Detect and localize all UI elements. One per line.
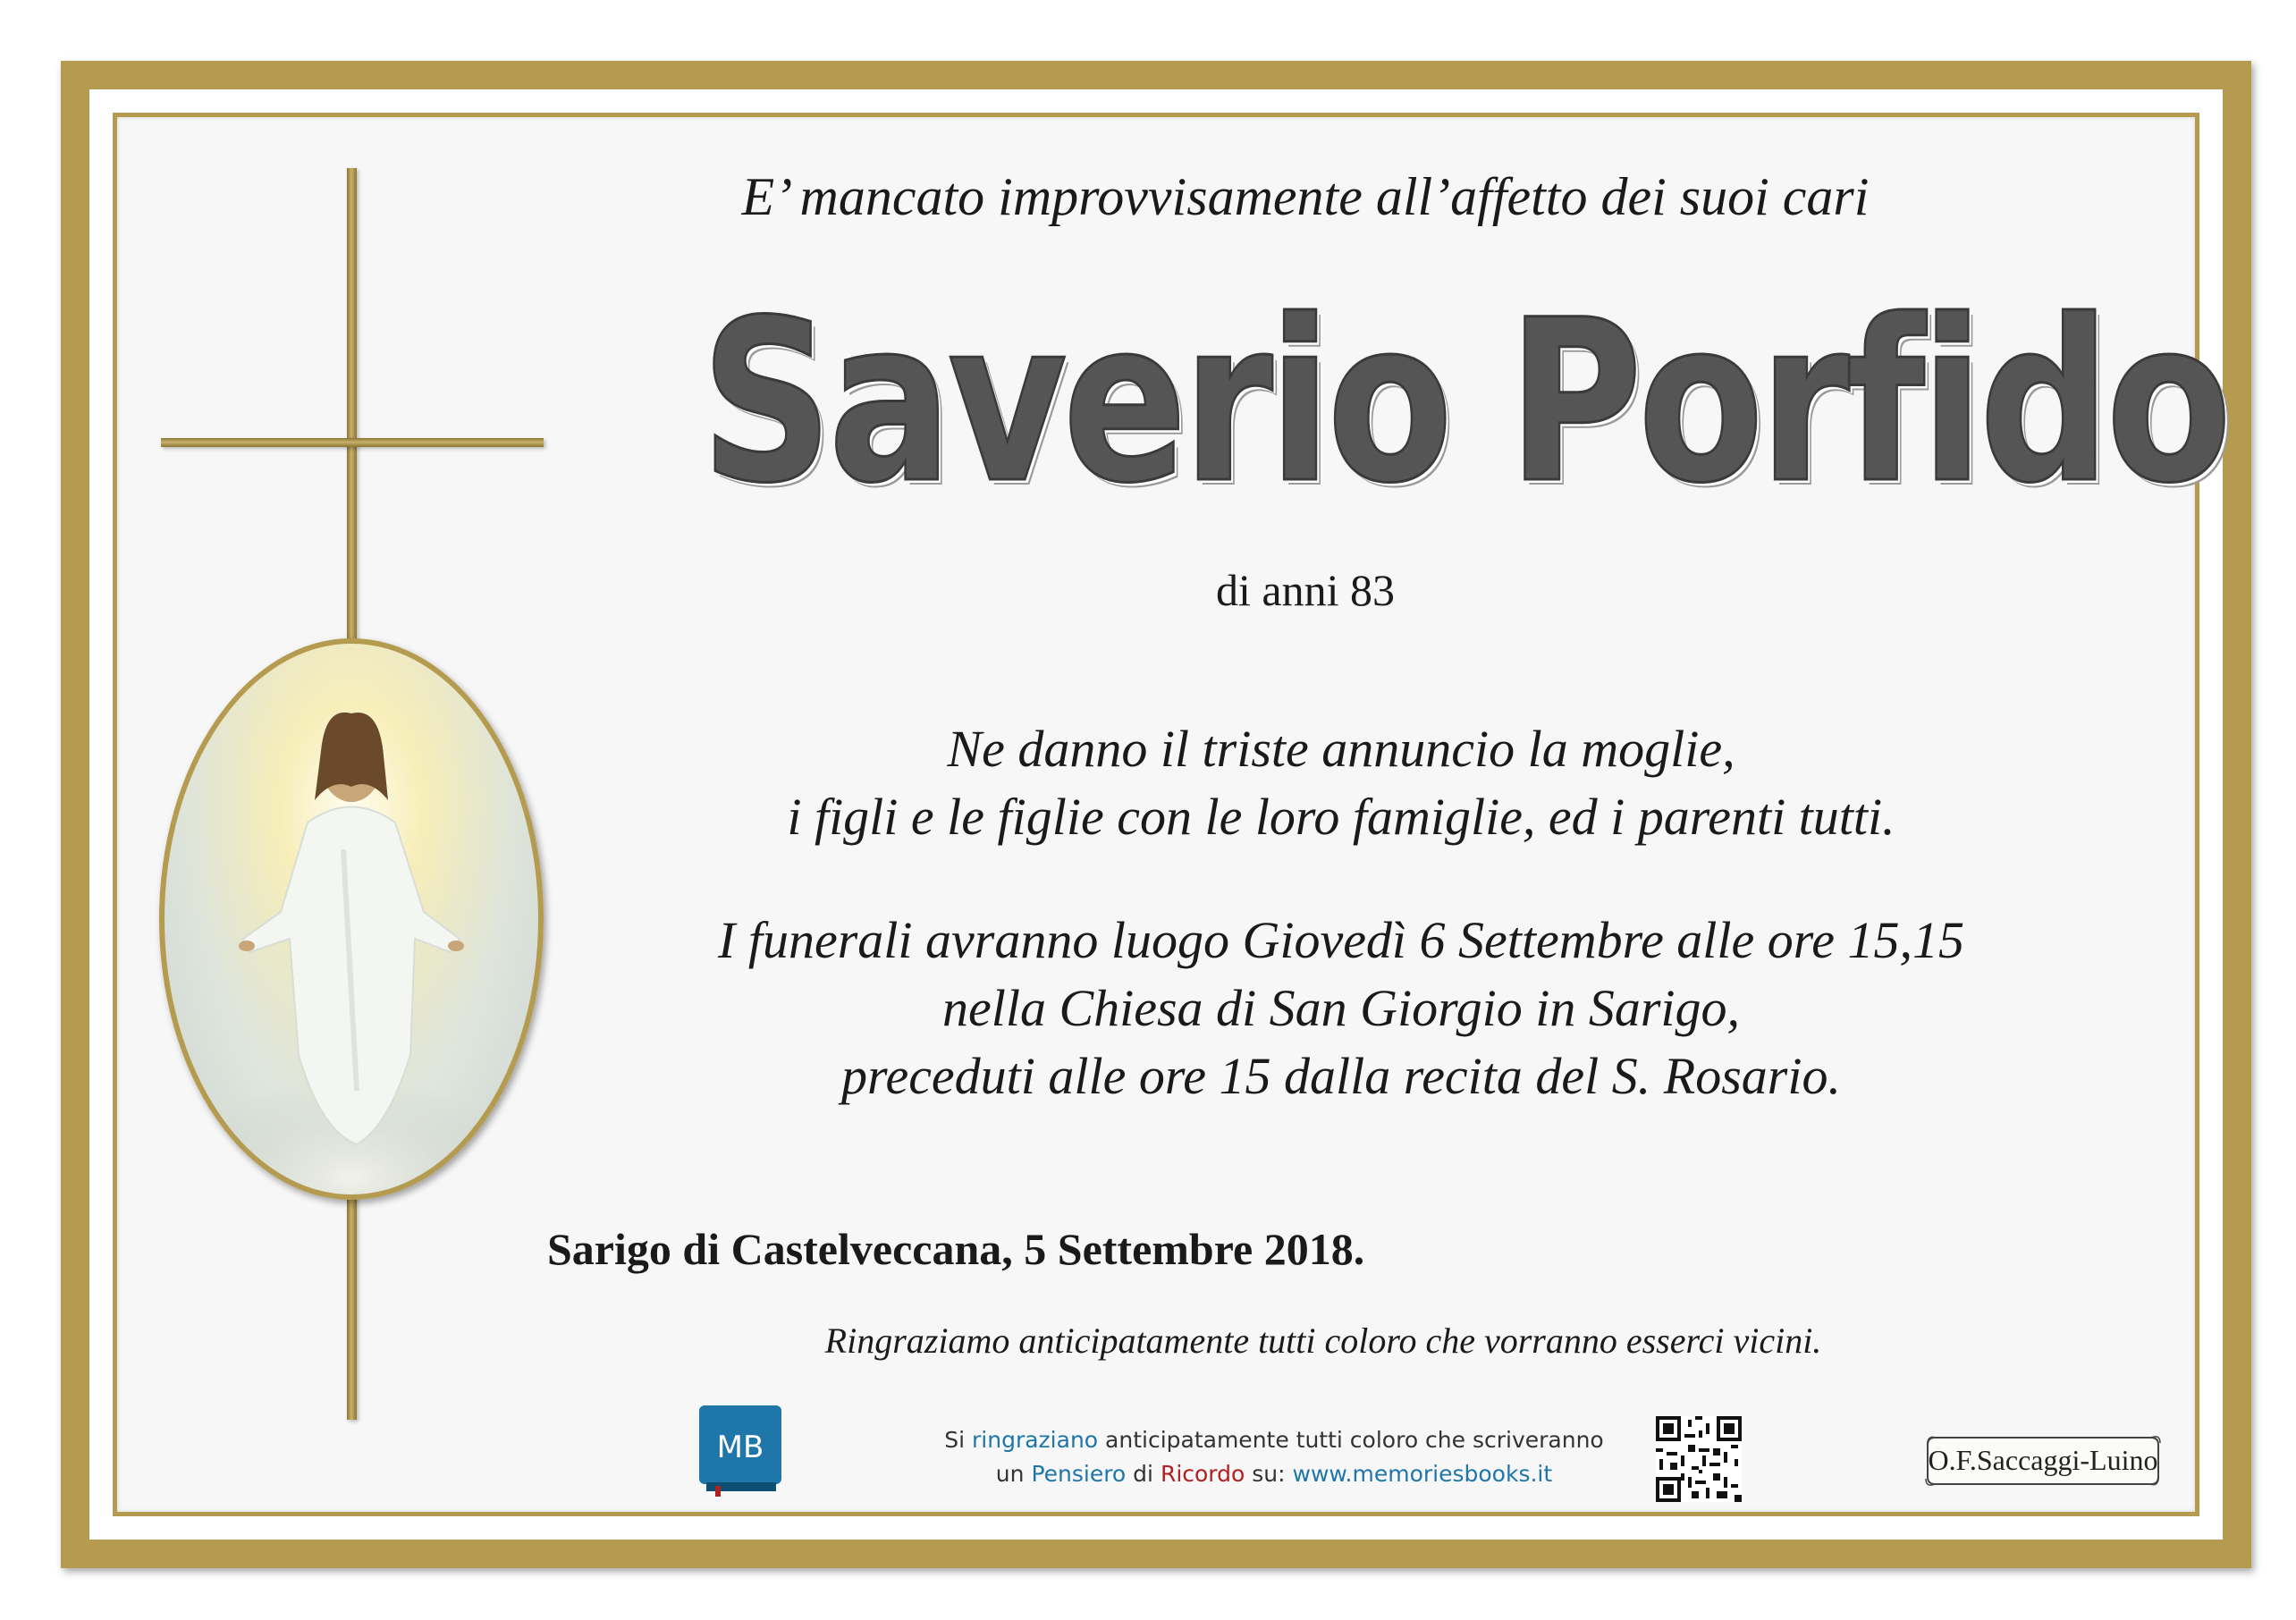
funeral-details-block	[554, 907, 2128, 1110]
place-and-date: Sarigo di Castelveccana, 5 Settembre 2018.	[547, 1224, 1365, 1274]
text-segment: un	[995, 1461, 1032, 1487]
text-segment: Si	[944, 1427, 973, 1453]
memoriesbooks-line-1	[805, 1423, 1743, 1457]
announcement-line: Ne danno il triste annuncio la moglie,	[947, 720, 1735, 778]
text-segment: su:	[1245, 1461, 1293, 1487]
mb-logo-text: MB	[716, 1430, 764, 1465]
jesus-portrait-image	[159, 638, 544, 1200]
cross-horizontal-bar	[161, 438, 544, 447]
text-segment: anticipatamente tutti coloro che scriveranno	[1098, 1427, 1604, 1453]
funeral-line: I funerali avranno luogo Giovedì 6 Settembre alle ore 15,15	[718, 911, 1964, 969]
age-line: di anni 83	[1216, 565, 1395, 615]
memoriesbooks-line-2	[805, 1457, 1743, 1491]
qr-code-icon[interactable]	[1656, 1416, 1742, 1502]
text-segment: ringraziano	[972, 1427, 1099, 1453]
text-segment: di	[1126, 1461, 1161, 1487]
intro-line: E’ mancato improvvisamente all’affetto dei suoi cari	[741, 167, 1870, 226]
funeral-line: preceduti alle ore 15 dalla recita del S. Rosario.	[841, 1047, 1841, 1105]
memoriesbooks-logo-icon	[697, 1404, 783, 1497]
deceased-name: Saverio Porfido	[700, 272, 2228, 532]
text-segment: Ricordo	[1160, 1461, 1245, 1487]
funeral-line: nella Chiesa di San Giorgio in Sarigo,	[941, 979, 1741, 1037]
text-segment: Pensiero	[1031, 1461, 1127, 1487]
website-link[interactable]: www.memoriesbooks.it	[1292, 1461, 1553, 1487]
announcement-block	[554, 715, 2128, 851]
memoriesbooks-message	[805, 1423, 1743, 1491]
funeral-home-name: O.F.Saccaggi-Luino	[1928, 1444, 2158, 1476]
jesus-figure-icon	[165, 644, 538, 1194]
announcement-line: i figli e le figlie con le loro famiglie, ed i parenti tutti.	[787, 788, 1895, 846]
thanks-line: Ringraziamo anticipatamente tutti coloro che vorranno esserci vicini.	[824, 1320, 1822, 1361]
